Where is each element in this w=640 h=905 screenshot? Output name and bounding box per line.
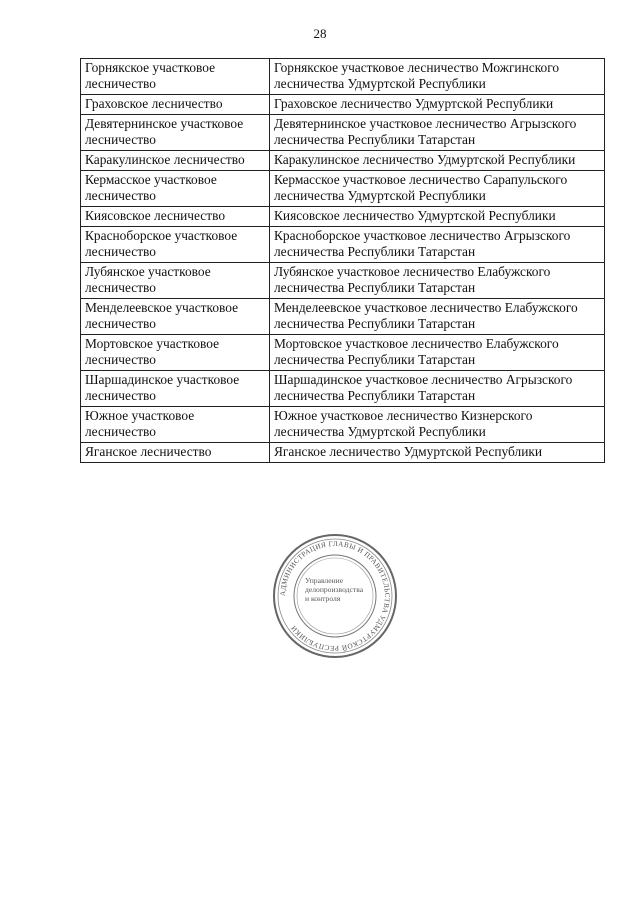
forestry-full-name-cell: Кермасское участковое лесничество Сарапульского лесничества Удмуртской Республики xyxy=(270,171,605,207)
table-row xyxy=(81,371,605,407)
forestry-name-cell: Кермасское участковое лесничество xyxy=(81,171,270,207)
forestry-name-cell: Киясовское лесничество xyxy=(81,207,270,227)
forestry-table xyxy=(80,58,605,463)
forestry-full-name-cell: Красноборское участковое лесничество Агрызского лесничества Республики Татарстан xyxy=(270,227,605,263)
stamp-center-text xyxy=(305,576,365,603)
forestry-name-cell: Девятернинское участковое лесничество xyxy=(81,115,270,151)
table-row xyxy=(81,227,605,263)
forestry-full-name-cell: Горнякское участковое лесничество Можгинского лесничества Удмуртской Республики xyxy=(270,59,605,95)
table-row xyxy=(81,115,605,151)
forestry-name-cell: Лубянское участковое лесничество xyxy=(81,263,270,299)
forestry-name-cell: Граховское лесничество xyxy=(81,95,270,115)
forestry-full-name-cell: Лубянское участковое лесничество Елабужского лесничества Республики Татарстан xyxy=(270,263,605,299)
page-number: 28 xyxy=(313,26,327,41)
table-body xyxy=(81,59,605,463)
table-row xyxy=(81,263,605,299)
forestry-full-name-cell: Менделеевское участковое лесничество Елабужского лесничества Республики Татарстан xyxy=(270,299,605,335)
table-row xyxy=(81,151,605,171)
forestry-full-name-cell: Южное участковое лесничество Кизнерского лесничества Удмуртской Республики xyxy=(270,407,605,443)
forestry-full-name-cell: Киясовское лесничество Удмуртской Республики xyxy=(270,207,605,227)
forestry-name-cell: Мортовское участковое лесничество xyxy=(81,335,270,371)
table-row xyxy=(81,407,605,443)
forestry-name-cell: Южное участковое лесничество xyxy=(81,407,270,443)
stamp-center-line: делопроизводства xyxy=(305,585,364,594)
table-row xyxy=(81,443,605,463)
forestry-full-name-cell: Яганское лесничество Удмуртской Республики xyxy=(270,443,605,463)
stamp-center-line: Управление xyxy=(305,576,344,585)
table-row xyxy=(81,335,605,371)
table-row xyxy=(81,299,605,335)
stamp-ring-text: АДМИНИСТРАЦИЯ ГЛАВЫ И ПРАВИТЕЛЬСТВА УДМУРТСКОЙ РЕСПУБЛИКИ xyxy=(278,539,392,653)
forestry-name-cell: Яганское лесничество xyxy=(81,443,270,463)
forestry-full-name-cell: Девятернинское участковое лесничество Агрызского лесничества Республики Татарстан xyxy=(270,115,605,151)
table-row xyxy=(81,59,605,95)
forestry-name-cell: Красноборское участковое лесничество xyxy=(81,227,270,263)
forestry-full-name-cell: Граховское лесничество Удмуртской Республики xyxy=(270,95,605,115)
stamp-center-line: и контроля xyxy=(305,594,341,603)
table-row xyxy=(81,207,605,227)
official-stamp xyxy=(271,532,399,660)
forestry-full-name-cell: Мортовское участковое лесничество Елабужского лесничества Республики Татарстан xyxy=(270,335,605,371)
forestry-name-cell: Шаршадинское участковое лесничество xyxy=(81,371,270,407)
forestry-full-name-cell: Шаршадинское участковое лесничество Агрызского лесничества Республики Татарстан xyxy=(270,371,605,407)
forestry-name-cell: Горнякское участковое лесничество xyxy=(81,59,270,95)
table-row xyxy=(81,95,605,115)
forestry-name-cell: Менделеевское участковое лесничество xyxy=(81,299,270,335)
forestry-full-name-cell: Каракулинское лесничество Удмуртской Республики xyxy=(270,151,605,171)
table-row xyxy=(81,171,605,207)
forestry-name-cell: Каракулинское лесничество xyxy=(81,151,270,171)
